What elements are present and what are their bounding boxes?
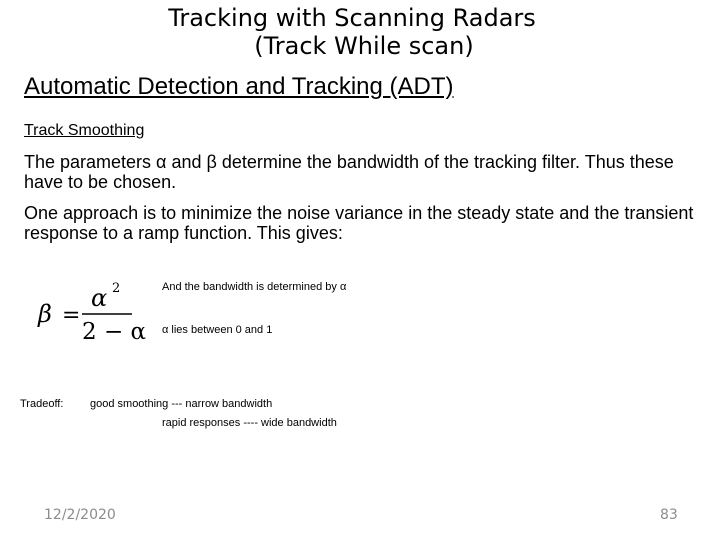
note-bandwidth: And the bandwidth is determined by α [162,281,347,293]
formula-numerator: α [91,284,108,312]
tradeoff-label: Tradeoff: [20,398,64,410]
formula-denominator: 2 − α [82,319,146,345]
slide-subtitle: Automatic Detection and Tracking (ADT) [24,73,454,100]
tradeoff-smoothing: good smoothing --- narrow bandwidth [90,398,273,410]
formula-equals: = [62,303,81,328]
formula-exponent: 2 [112,281,121,296]
beta-formula [36,276,146,346]
note-alpha-range: α lies between 0 and 1 [162,324,273,336]
page-number: 83 [660,507,678,523]
paragraph-approach: One approach is to minimize the noise variance in the steady state and the transient response to a ramp function. This gives: [24,203,694,243]
slide-title-line-2: (Track While scan) [254,32,474,60]
slide-title-line-1: Tracking with Scanning Radars [168,4,536,32]
footer-date: 12/2/2020 [44,507,116,523]
paragraph-bandwidth: The parameters α and β determine the bandwidth of the tracking filter. Thus these have to be chosen. [24,152,674,192]
tradeoff-responses: rapid responses ---- wide bandwidth [162,417,337,429]
section-heading: Track Smoothing [24,122,145,139]
formula-lhs: β [38,300,52,328]
